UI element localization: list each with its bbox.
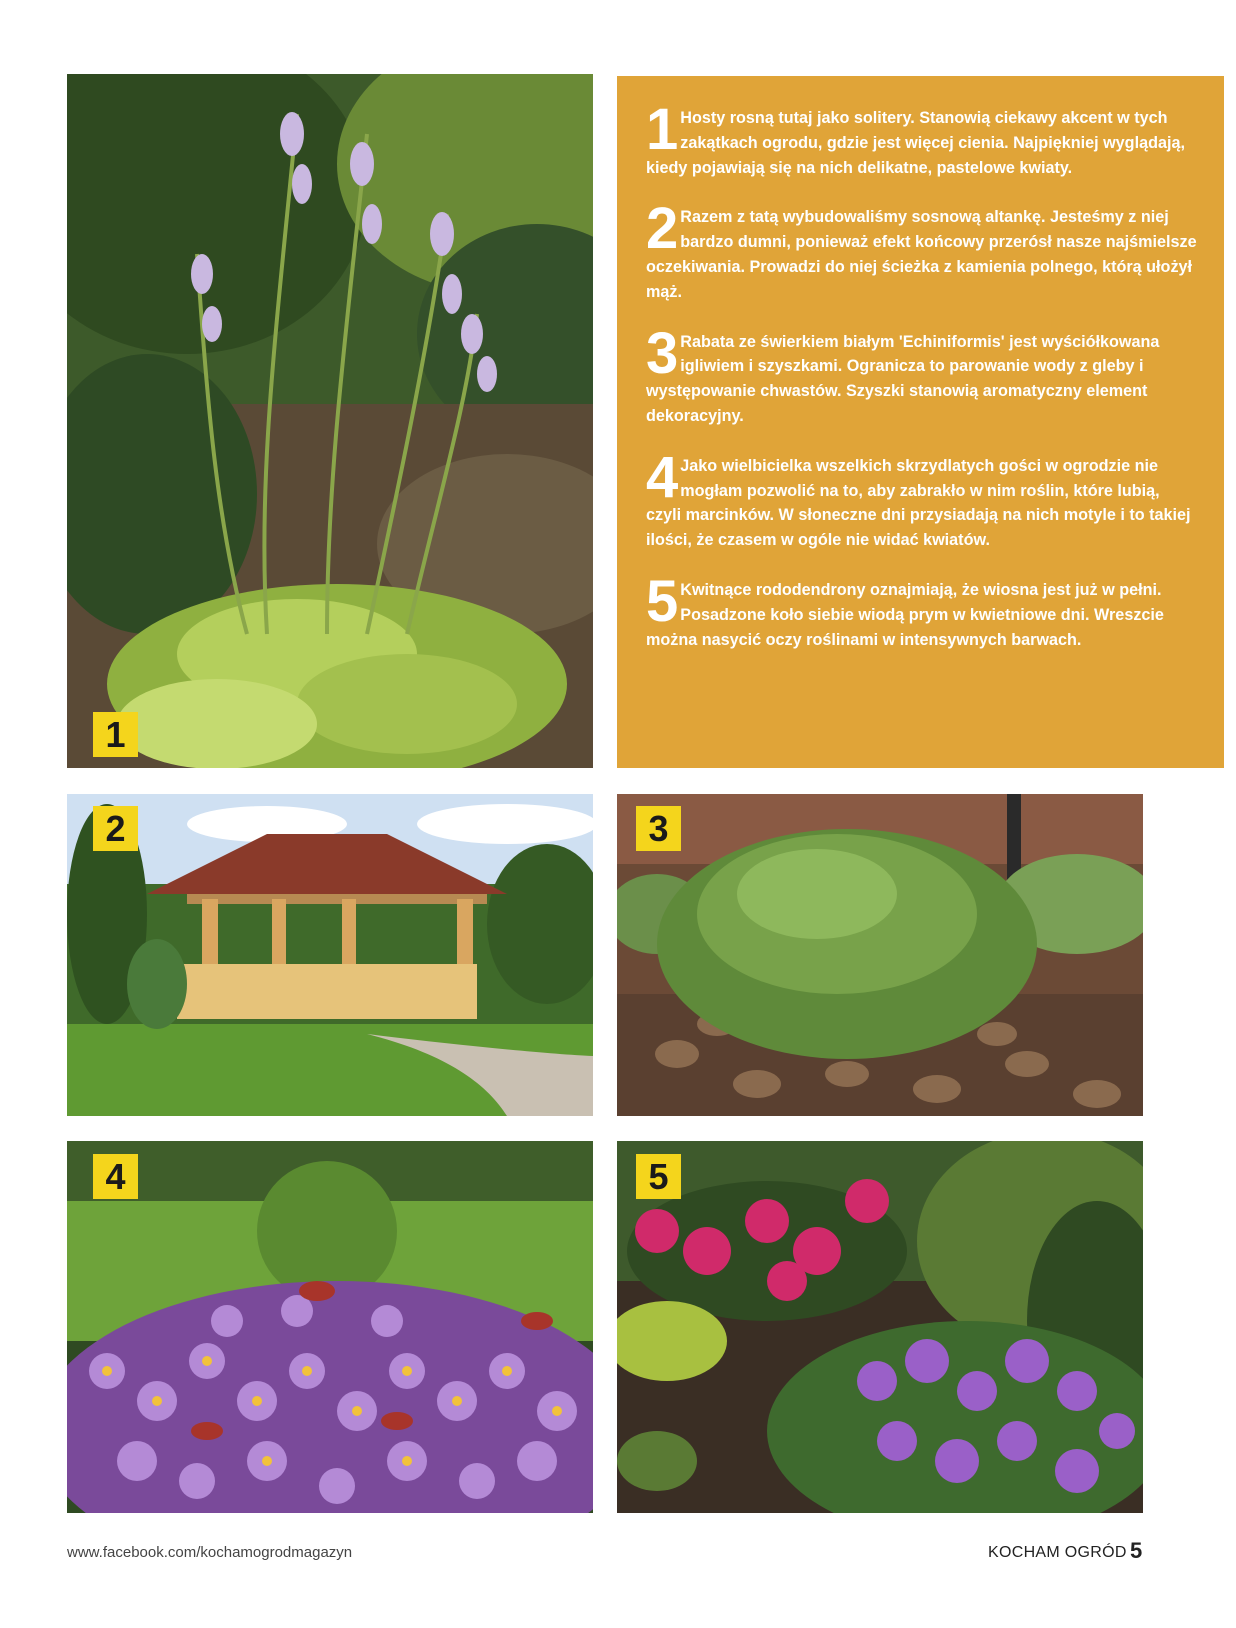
caption-number: 1 <box>646 97 679 162</box>
page-number: 5 <box>1130 1538 1143 1563</box>
caption-box <box>617 76 1224 768</box>
photo-badge: 1 <box>93 712 138 757</box>
caption-item <box>646 444 1198 553</box>
caption-number: 4 <box>646 444 679 510</box>
caption-item <box>646 568 1198 652</box>
caption-number: 5 <box>646 568 679 634</box>
caption-item <box>646 320 1198 429</box>
caption-number: 2 <box>646 196 679 262</box>
gazebo-photo-icon <box>67 794 593 1116</box>
caption-number: 3 <box>646 320 679 386</box>
aster-photo-icon <box>67 1141 593 1513</box>
photo-hosta <box>67 74 593 768</box>
photo-asters <box>67 1141 593 1513</box>
caption-item <box>646 196 1198 304</box>
caption-text: Rabata ze świerkiem białym 'Echiniformis' jest wyściółkowana igliwiem i szyszkami. Ogranicza to parowanie wody z gleby i występowanie chwastów. Szyszki stanowią aromatyczny element dekoracyjny. <box>646 332 1160 425</box>
photo-badge: 5 <box>636 1154 681 1199</box>
photo-rhododendrons <box>617 1141 1143 1513</box>
caption-text: Kwitnące rododendrony oznajmiają, że wiosna jest już w pełni. Posadzone koło siebie wiodą prym w kwietniowe dni. Wreszcie można nasycić oczy roślinami w intensywnych barwach. <box>646 580 1164 649</box>
caption-item <box>646 97 1198 180</box>
spruce-photo-icon <box>617 794 1143 1116</box>
magazine-name: KOCHAM OGRÓD <box>988 1544 1127 1561</box>
hosta-photo-icon <box>67 74 593 768</box>
photo-spruce <box>617 794 1143 1116</box>
photo-badge: 2 <box>93 806 138 851</box>
photo-badge: 3 <box>636 806 681 851</box>
caption-text: Razem z tatą wybudowaliśmy sosnową altankę. Jesteśmy z niej bardzo dumni, ponieważ efekt końcowy przerósł nasze najśmielsze oczekiwania. Prowadzi do niej ścieżka z kamienia polnego, którą ułożył mąż. <box>646 208 1197 301</box>
footer-url[interactable]: www.facebook.com/kochamogrodmagazyn <box>67 1544 353 1561</box>
rhododendron-photo-icon <box>617 1141 1143 1513</box>
photo-badge: 4 <box>93 1154 138 1199</box>
photo-gazebo <box>67 794 593 1116</box>
caption-text: Jako wielbicielka wszelkich skrzydlatych gości w ogrodzie nie mogłam pozwolić na to, aby zabrakło w nim roślin, które lubią, czyli marcinków. W słoneczne dni przysiadają na nich motyle i to takiej ilości, że czasem w ogóle nie widać kwiatów. <box>646 456 1191 550</box>
caption-text: Hosty rosną tutaj jako solitery. Stanowią ciekawy akcent w tych zakątkach ogrodu, gdzie jest więcej cienia. Najpiękniej wyglądają, kiedy pojawiają się na nich delikatne, pastelowe kwiaty. <box>646 109 1185 177</box>
